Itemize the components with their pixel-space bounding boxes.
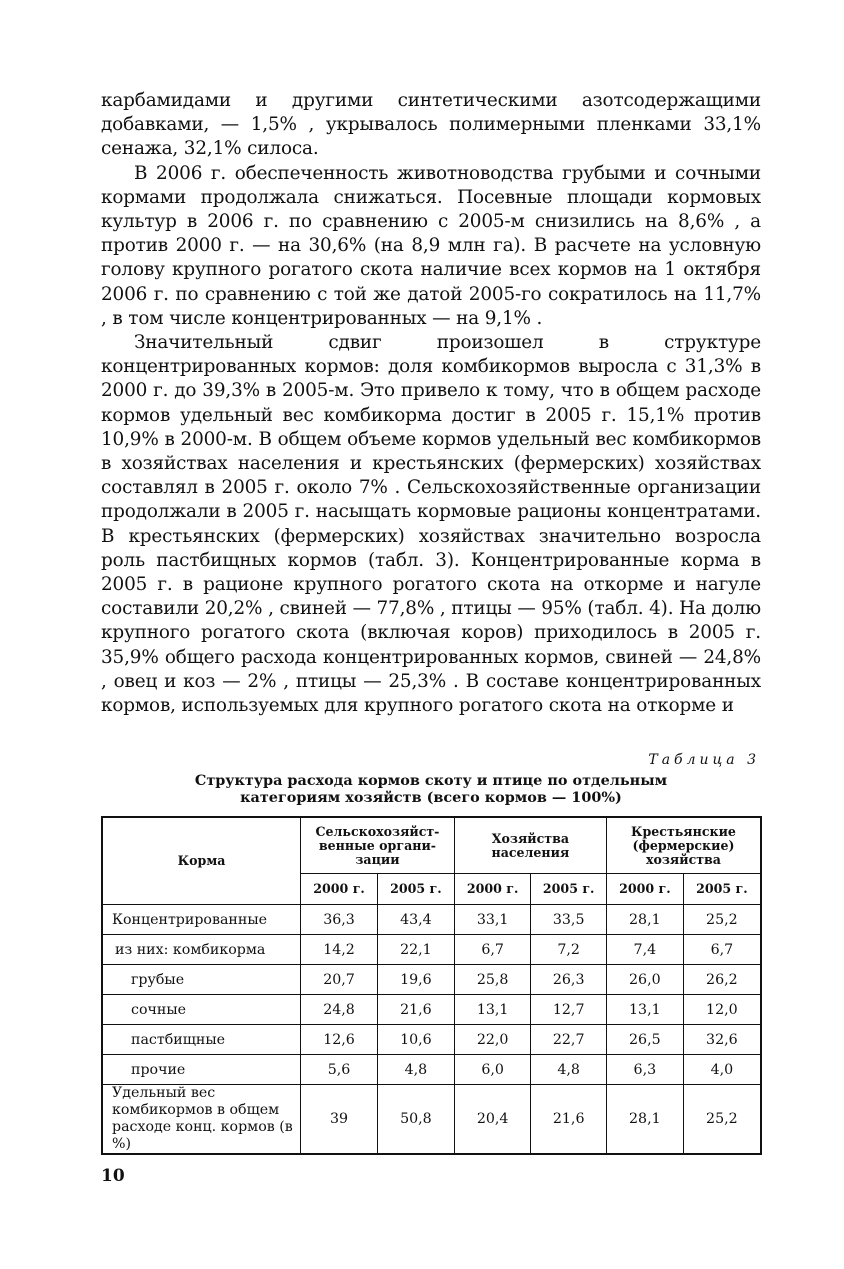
header-agri-orgs: Сельскохозяйст-венные органи-зации — [301, 817, 455, 874]
cell: 14,2 — [301, 935, 378, 965]
cell: 22,0 — [454, 1025, 531, 1055]
row-label: пастбищные — [102, 1025, 301, 1055]
paragraph-2: В 2006 г. обеспеченность животноводства грубыми и сочными кормами продолжала снижаться. Посевные площади кормовых культур в 2006 г. по сравнению с 2005-м снизились на 8,6% , а против 2000 г. — на 30,6% (на 8,9 млн га). В расчете на условную голову крупного рогатого скота наличие всех кормов на 1 октября 2006 г. по сравнению с той же датой 2005-го сократилось на 11,7% , в том числе концентрированных — на 9,1% . — [101, 162, 761, 329]
body-text — [101, 89, 761, 718]
cell: 50,8 — [377, 1085, 454, 1155]
cell: 4,8 — [531, 1055, 607, 1085]
cell: 28,1 — [606, 905, 683, 935]
year-header: 2005 г. — [683, 874, 761, 905]
cell: 22,7 — [531, 1025, 607, 1055]
cell: 43,4 — [377, 905, 454, 935]
cell: 26,2 — [683, 965, 761, 995]
cell: 25,8 — [454, 965, 531, 995]
cell: 7,2 — [531, 935, 607, 965]
cell: 10,6 — [377, 1025, 454, 1055]
cell: 25,2 — [683, 1085, 761, 1155]
cell: 21,6 — [531, 1085, 607, 1155]
cell: 7,4 — [606, 935, 683, 965]
table-row — [102, 1025, 761, 1055]
table-row — [102, 935, 761, 965]
year-header: 2000 г. — [301, 874, 378, 905]
row-label: Концентрированные — [102, 905, 301, 935]
cell: 25,2 — [683, 905, 761, 935]
cell: 4,8 — [377, 1055, 454, 1085]
year-header: 2005 г. — [377, 874, 454, 905]
table-row — [102, 1085, 761, 1155]
cell: 20,7 — [301, 965, 378, 995]
table-title — [101, 772, 761, 806]
cell: 6,7 — [683, 935, 761, 965]
cell: 5,6 — [301, 1055, 378, 1085]
table-header-row — [102, 817, 761, 874]
row-label: сочные — [102, 995, 301, 1025]
paragraph-1: карбамидами и другими синтетическими азотсодержащими добавками, — 1,5% , укрывалось полимерными пленками 33,1% сенажа, 32,1% силоса. — [101, 90, 761, 160]
table-row — [102, 1055, 761, 1085]
cell: 12,7 — [531, 995, 607, 1025]
cell: 12,0 — [683, 995, 761, 1025]
feed-structure-table — [101, 816, 762, 1155]
table-number: Таблица 3 — [648, 752, 760, 768]
cell: 26,5 — [606, 1025, 683, 1055]
cell: 36,3 — [301, 905, 378, 935]
cell: 22,1 — [377, 935, 454, 965]
row-label: из них: комбикорма — [102, 935, 301, 965]
header-feed: Корма — [102, 817, 301, 905]
cell: 13,1 — [606, 995, 683, 1025]
cell: 13,1 — [454, 995, 531, 1025]
paragraph-3: Значительный сдвиг произошел в структуре концентрированных кормов: доля комбикормов выросла с 31,3% в 2000 г. до 39,3% в 2005-м. Это привело к тому, что в общем расходе кормов удельный вес комбикорма достиг в 2005 г. 15,1% против 10,9% в 2000-м. В общем объеме кормов удельный вес комбикормов в хозяйствах населения и крестьянских (фермерских) хозяйствах составлял в 2005 г. около 7% . Сельскохозяйственные организации продолжали в 2005 г. насыщать кормовые рационы концентратами. В крестьянских (фермерских) хозяйствах значительно возросла роль пастбищных кормов (табл. 3). Концентрированные корма в 2005 г. в рационе крупного рогатого скота на откорме и нагуле составили 20,2% , свиней — 77,8% , птицы — 95% (табл. 4). На долю крупного рогатого скота (включая коров) приходилось в 2005 г. 35,9% общего расхода концентрированных кормов, свиней — 24,8% , овец и коз — 2% , птицы — 25,3% . В составе концентрированных кормов, используемых для крупного рогатого скота на откорме и — [101, 332, 761, 717]
page-number: 10 — [101, 1166, 125, 1186]
cell: 33,1 — [454, 905, 531, 935]
table-row — [102, 965, 761, 995]
table-row — [102, 905, 761, 935]
table-title-line-1: Структура расхода кормов скоту и птице по отдельным — [194, 772, 668, 789]
cell: 39 — [301, 1085, 378, 1155]
cell: 12,6 — [301, 1025, 378, 1055]
header-farms: Крестьянские (фермерские) хозяйства — [606, 817, 761, 874]
year-header: 2000 г. — [454, 874, 531, 905]
row-label: грубые — [102, 965, 301, 995]
cell: 26,0 — [606, 965, 683, 995]
table-row — [102, 995, 761, 1025]
cell: 26,3 — [531, 965, 607, 995]
cell: 32,6 — [683, 1025, 761, 1055]
cell: 20,4 — [454, 1085, 531, 1155]
cell: 33,5 — [531, 905, 607, 935]
cell: 6,3 — [606, 1055, 683, 1085]
cell: 28,1 — [606, 1085, 683, 1155]
cell: 6,0 — [454, 1055, 531, 1085]
cell: 19,6 — [377, 965, 454, 995]
year-header: 2005 г. — [531, 874, 607, 905]
cell: 6,7 — [454, 935, 531, 965]
cell: 24,8 — [301, 995, 378, 1025]
year-header: 2000 г. — [606, 874, 683, 905]
cell: 4,0 — [683, 1055, 761, 1085]
row-label: Удельный вес комбикормов в общем расходе конц. кормов (в %) — [102, 1085, 301, 1155]
cell: 21,6 — [377, 995, 454, 1025]
table-title-line-2: категориям хозяйств (всего кормов — 100%) — [240, 789, 622, 806]
row-label: прочие — [102, 1055, 301, 1085]
header-households: Хозяйства населения — [454, 817, 606, 874]
